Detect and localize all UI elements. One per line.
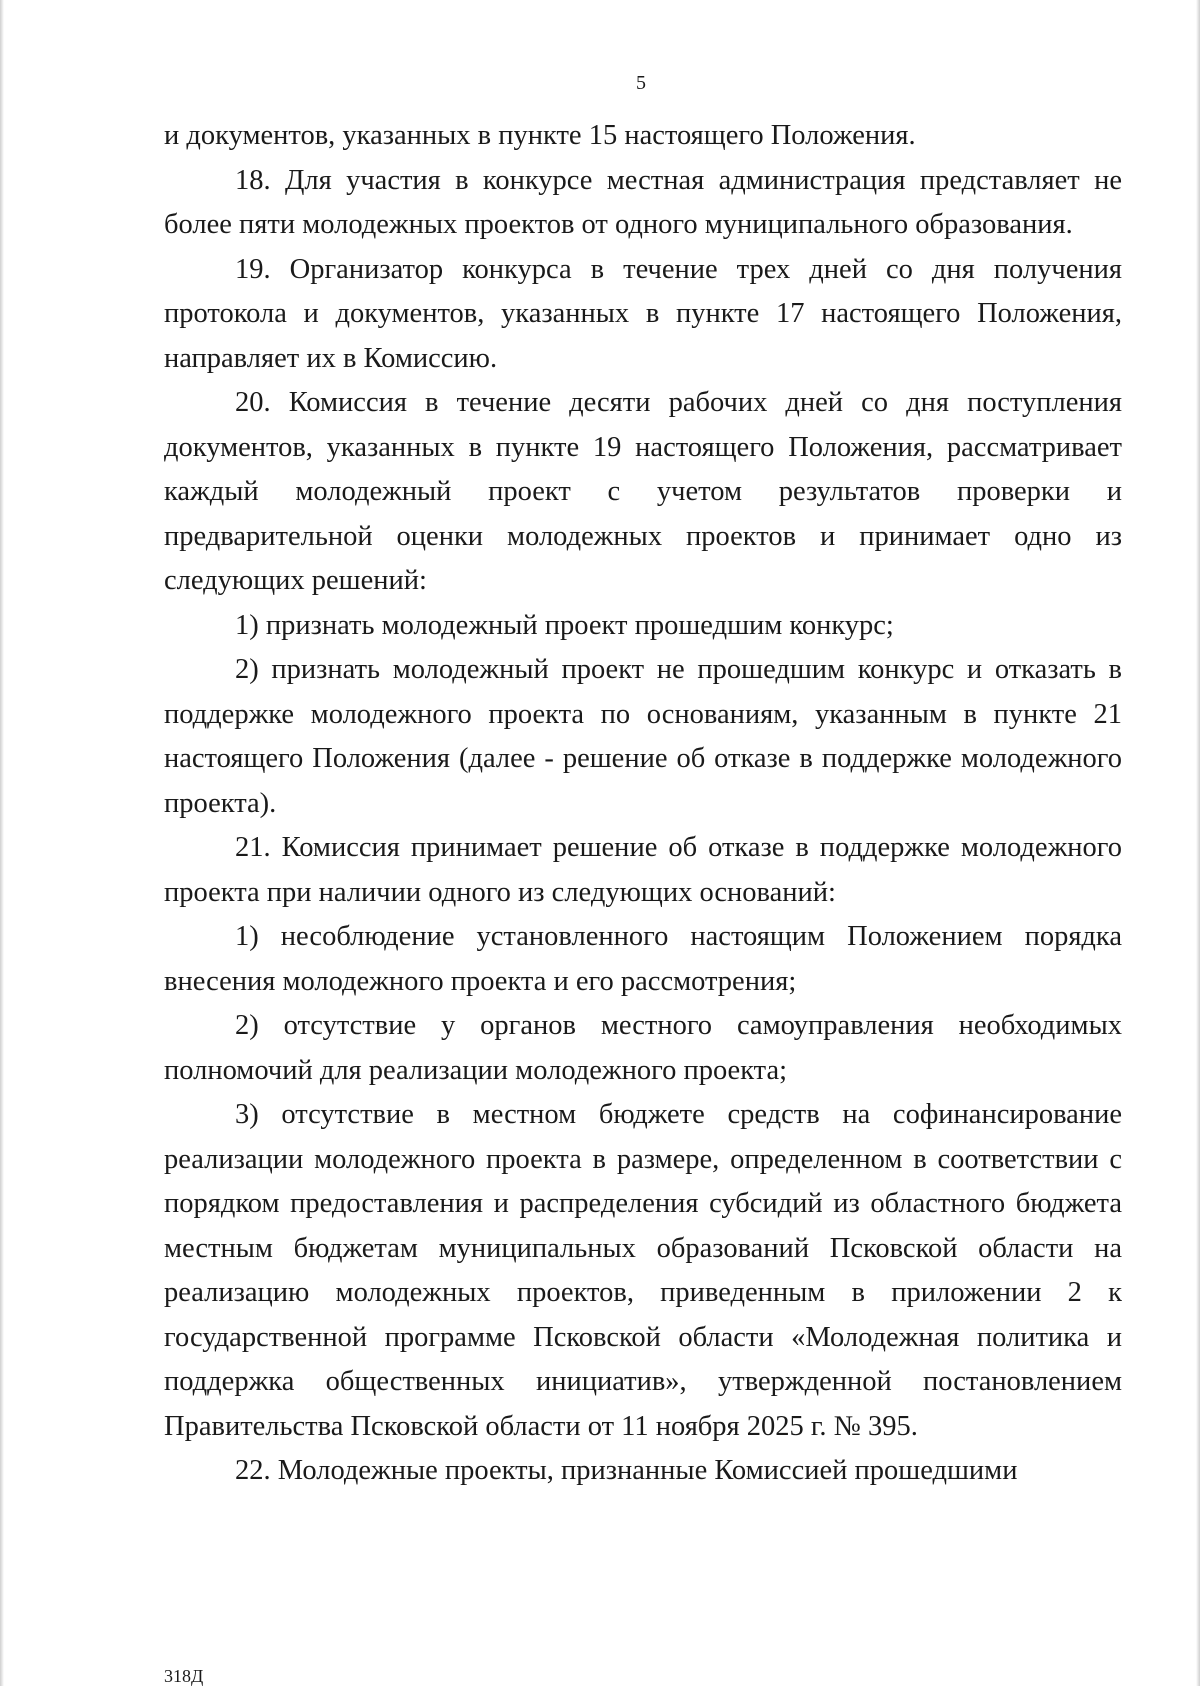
- paragraph-item-19: 19. Организатор конкурса в течение трех дней со дня получения протокола и документов, указанных в пункте 17 настоящего Положения, направляет их в Комиссию.: [164, 253, 1122, 374]
- scan-edge-left: [0, 0, 4, 1686]
- document-body: [164, 114, 1122, 1494]
- paragraph-continuation: и документов, указанных в пункте 15 настоящего Положения.: [164, 120, 916, 151]
- document-footer-code: 318Д: [164, 1666, 204, 1686]
- paragraph-item-20-sub-1: 1) признать молодежный проект прошедшим конкурс;: [235, 609, 894, 641]
- paragraph-item-21-sub-3: 3) отсутствие в местном бюджете средств на софинансирование реализации молодежного проекта в размере, определенном в соответствии с порядком предоставления и распределения субсидий из областного бюджета местным бюджетам муниципальных образований Псковской области на реализацию молодежных проектов, приведенным в приложении 2 к государственной программе Псковской области «Молодежная политика и поддержка общественных инициатив», утвержденной постановлением Правительства Псковской области от 11 ноября 2025 г. № 395.: [164, 1099, 1122, 1442]
- paragraph-item-22: 22. Молодежные проекты, признанные Комиссией прошедшими: [235, 1455, 1018, 1486]
- page-number: 5: [636, 72, 646, 94]
- paragraph-item-18: 18. Для участия в конкурсе местная администрация представляет не более пяти молодежных проектов от одного муниципального образования.: [164, 164, 1122, 240]
- scan-edge-right: [1196, 0, 1200, 1686]
- paragraph-item-21-sub-2: 2) отсутствие у органов местного самоуправления необходимых полномочий для реализации молодежного проекта;: [164, 1010, 1122, 1086]
- paragraph-item-21: 21. Комиссия принимает решение об отказе в поддержке молодежного проекта при наличии одного из следующих оснований:: [164, 832, 1122, 908]
- paragraph-item-21-sub-1: 1) несоблюдение установленного настоящим Положением порядка внесения молодежного проекта и его рассмотрения;: [164, 921, 1122, 997]
- paragraph-item-20: 20. Комиссия в течение десяти рабочих дней со дня поступления документов, указанных в пункте 19 настоящего Положения, рассматривает каждый молодежный проект с учетом результатов проверки и предварительной оценки молодежных проектов и принимает одно из следующих решений:: [164, 387, 1122, 596]
- paragraph-item-20-sub-2: 2) признать молодежный проект не прошедшим конкурс и отказать в поддержке молодежного проекта по основаниям, указанным в пункте 21 настоящего Положения (далее - решение об отказе в поддержке молодежного проекта).: [164, 654, 1122, 819]
